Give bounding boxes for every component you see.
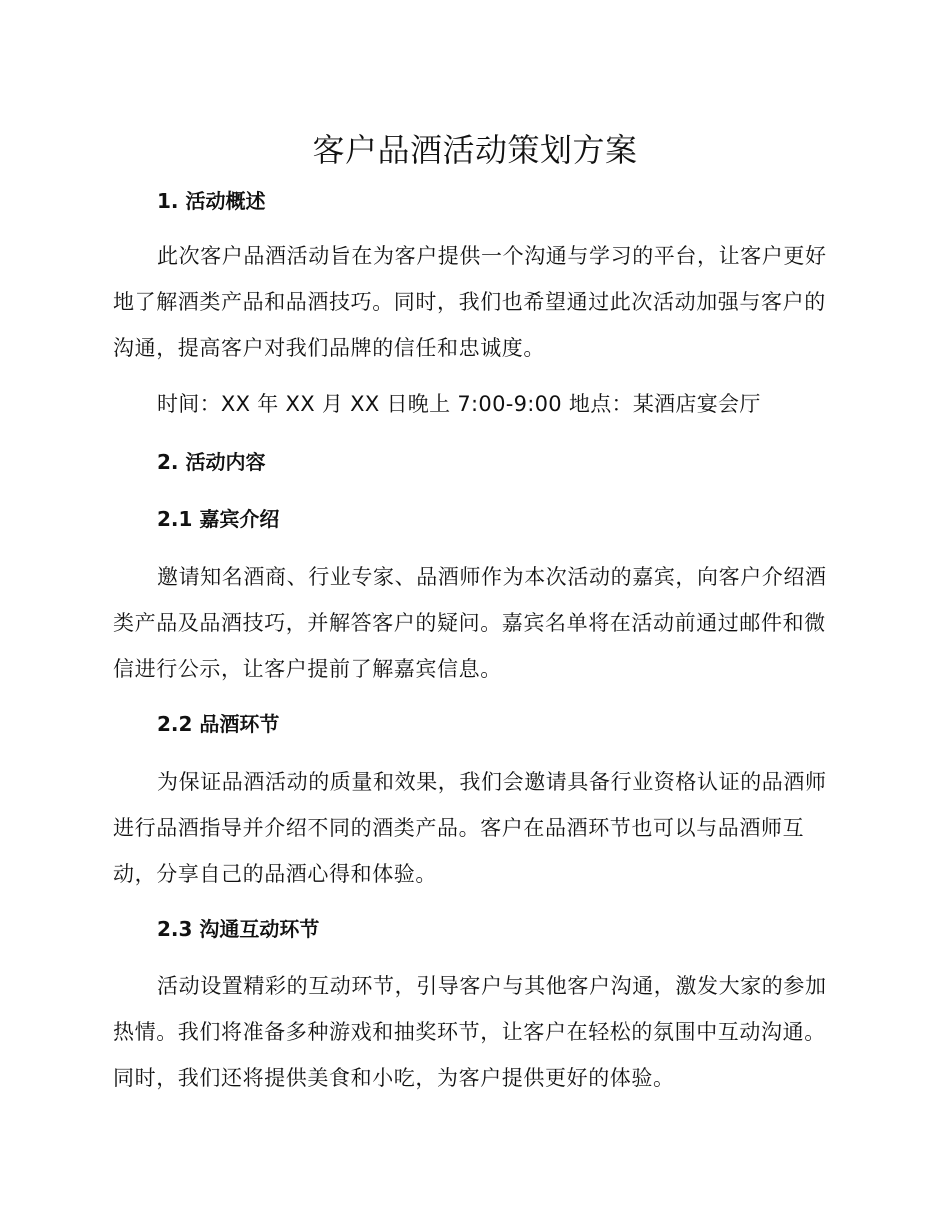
section-heading-overview: 1. 活动概述 [157, 189, 266, 213]
section-heading-guests: 2.1 嘉宾介绍 [157, 507, 280, 531]
time-location-line: 时间：XX 年 XX 月 XX 日晚上 7:00-9:00 地点：某酒店宴会厅 [157, 392, 761, 416]
section-heading-tasting: 2.2 品酒环节 [157, 712, 280, 736]
page-title: 客户品酒活动策划方案 [312, 131, 638, 169]
paragraph-overview: 此次客户品酒活动旨在为客户提供一个沟通与学习的平台，让客户更好地了解酒类产品和品酒技巧。同时，我们也希望通过此次活动加强与客户的沟通，提高客户对我们品牌的信任和忠诚度。 [113, 244, 827, 360]
paragraph-interaction: 活动设置精彩的互动环节，引导客户与其他客户沟通，激发大家的参加热情。我们将准备多种游戏和抽奖环节，让客户在轻松的氛围中互动沟通。同时，我们还将提供美食和小吃，为客户提供更好的体验。 [113, 974, 827, 1090]
section-heading-interaction: 2.3 沟通互动环节 [157, 917, 320, 941]
paragraph-guests: 邀请知名酒商、行业专家、品酒师作为本次活动的嘉宾，向客户介绍酒类产品及品酒技巧，并解答客户的疑问。嘉宾名单将在活动前通过邮件和微信进行公示，让客户提前了解嘉宾信息。 [113, 565, 827, 681]
paragraph-tasting: 为保证品酒活动的质量和效果，我们会邀请具备行业资格认证的品酒师进行品酒指导并介绍不同的酒类产品。客户在品酒环节也可以与品酒师互动，分享自己的品酒心得和体验。 [113, 770, 827, 886]
section-heading-content: 2. 活动内容 [157, 450, 266, 474]
